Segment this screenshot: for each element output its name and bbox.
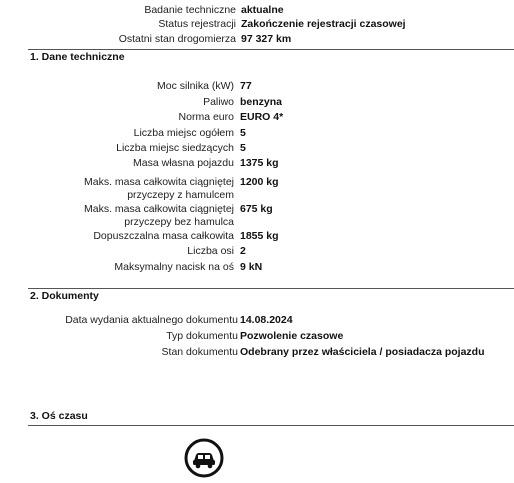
doc-value: Odebrany przez właściciela / posiadacza pojazdu: [240, 346, 485, 358]
tech-row: [0, 94, 514, 110]
tech-label: Maksymalny nacisk na oś: [114, 261, 234, 273]
tech-label-line: Maks. masa całkowita ciągniętej: [84, 203, 234, 215]
doc-label: Data wydania aktualnego dokumentu: [65, 314, 238, 326]
tech-label-line: przyczepy bez hamulca: [124, 216, 234, 228]
car-icon: [184, 438, 224, 478]
tech-row: [0, 140, 514, 156]
doc-value: 14.08.2024: [240, 314, 293, 326]
info-value: 97 327 km: [241, 33, 292, 45]
tech-row: [0, 109, 514, 125]
tech-row: [0, 125, 514, 141]
tech-row: [0, 228, 514, 244]
tech-label: Norma euro: [178, 111, 234, 123]
tech-label: [84, 176, 234, 202]
tech-label: [84, 203, 234, 229]
tech-value: 2: [240, 245, 246, 257]
doc-row: [0, 328, 514, 344]
info-label: Badanie techniczne: [144, 4, 236, 16]
tech-value: EURO 4*: [240, 111, 284, 123]
tech-value: 675 kg: [240, 203, 273, 215]
section-divider: [28, 288, 514, 289]
doc-row: [0, 312, 514, 328]
doc-row: [0, 344, 514, 360]
section-divider: [28, 49, 514, 50]
tech-row: [0, 78, 514, 94]
doc-label: Stan dokumentu: [161, 346, 238, 358]
info-label: Status rejestracji: [158, 18, 236, 30]
tech-row: [0, 155, 514, 171]
tech-value: 9 kN: [240, 261, 263, 273]
tech-value: 77: [240, 80, 252, 92]
tech-label: Liczba miejsc ogółem: [133, 127, 234, 139]
tech-label: Liczba osi: [187, 245, 234, 257]
doc-label: Typ dokumentu: [166, 330, 238, 342]
info-value: aktualne: [241, 4, 284, 16]
section-title-tech: 1. Dane techniczne: [30, 51, 125, 63]
info-row-status: [0, 16, 514, 32]
tech-label: Dopuszczalna masa całkowita: [93, 230, 234, 242]
tech-value: 1375 kg: [240, 157, 279, 169]
doc-value: Pozwolenie czasowe: [240, 330, 344, 342]
tech-label: Paliwo: [203, 96, 234, 108]
tech-row: [0, 176, 514, 204]
section-divider: [28, 425, 514, 426]
tech-value: 5: [240, 127, 246, 139]
section-title-docs: 2. Dokumenty: [30, 290, 99, 302]
tech-row: [0, 243, 514, 259]
info-row-drogomierz: [0, 31, 514, 47]
section-title-timeline: 3. Oś czasu: [30, 410, 88, 422]
tech-label: Moc silnika (kW): [156, 80, 234, 92]
tech-value: benzyna: [240, 96, 283, 108]
tech-label: Liczba miejsc siedzących: [116, 142, 234, 154]
tech-value: 1200 kg: [240, 176, 279, 188]
info-value: Zakończenie rejestracji czasowej: [241, 18, 406, 30]
tech-value: 1855 kg: [240, 230, 279, 242]
tech-row: [0, 259, 514, 275]
tech-row: [0, 203, 514, 231]
tech-label: Masa własna pojazdu: [133, 157, 234, 169]
tech-label-line: Maks. masa całkowita ciągniętej: [84, 176, 234, 188]
tech-value: 5: [240, 142, 246, 154]
tech-label-line: przyczepy z hamulcem: [127, 189, 234, 201]
info-label: Ostatni stan drogomierza: [118, 33, 236, 45]
